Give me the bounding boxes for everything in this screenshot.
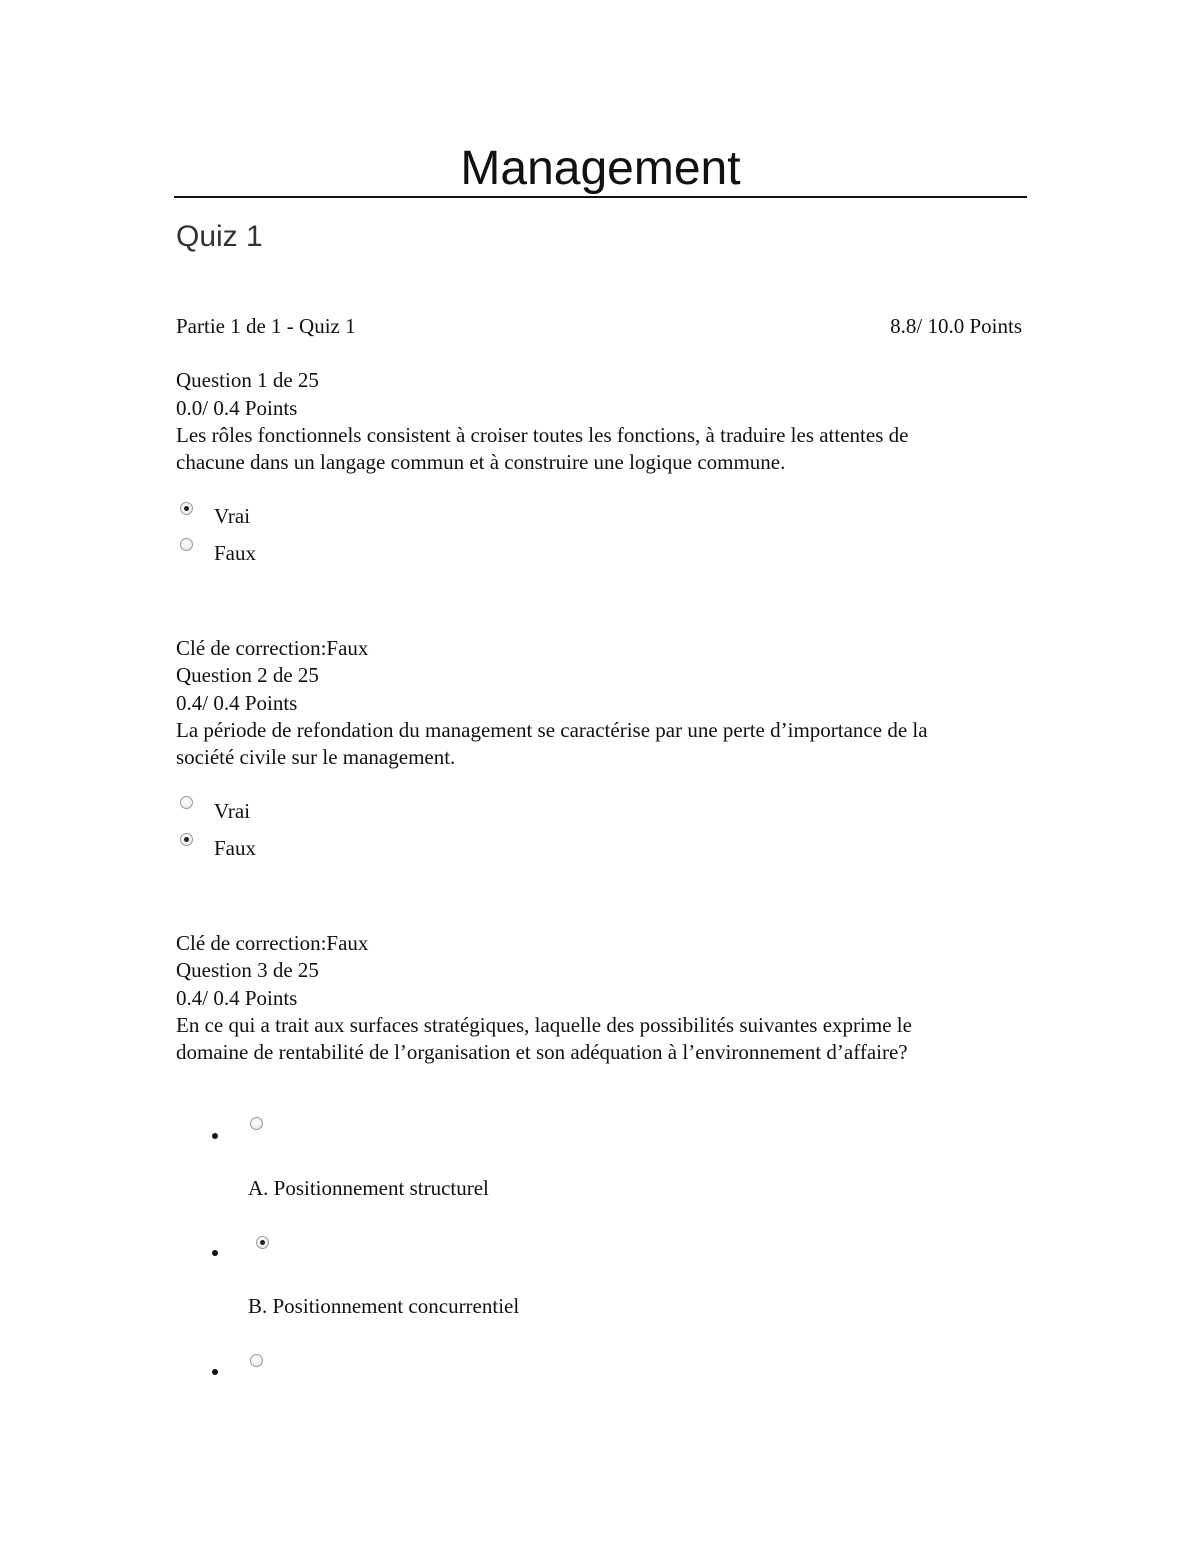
option-label-vrai: Vrai	[214, 799, 251, 823]
answer-key: Clé de correction:Faux	[176, 636, 369, 660]
question-points: 0.0/ 0.4 Points	[176, 396, 298, 420]
option-label-faux: Faux	[214, 836, 256, 860]
document-title: Management	[460, 142, 741, 195]
radio-vrai[interactable]	[180, 502, 193, 515]
question-number: Question 3 de 25	[176, 958, 319, 982]
question-points: 0.4/ 0.4 Points	[176, 691, 298, 715]
title-divider	[174, 196, 1027, 198]
radio-faux[interactable]	[180, 538, 193, 551]
question-text-line-1: Les rôles fonctionnels consistent à croiser toutes les fonctions, à traduire les attentes de	[176, 423, 909, 447]
option-label-vrai: Vrai	[214, 504, 251, 528]
bullet-icon	[212, 1250, 218, 1256]
question-number: Question 1 de 25	[176, 368, 319, 392]
question-text-line-2: société civile sur le management.	[176, 745, 456, 769]
bullet-icon	[212, 1369, 218, 1375]
question-number: Question 2 de 25	[176, 663, 319, 687]
radio-option-c[interactable]	[250, 1354, 263, 1367]
question-text-line-2: chacune dans un langage commun et à construire une logique commune.	[176, 450, 786, 474]
answer-key: Clé de correction:Faux	[176, 931, 369, 955]
question-text-line-1: En ce qui a trait aux surfaces stratégiques, laquelle des possibilités suivantes exprime le	[176, 1013, 912, 1037]
question-text-line-2: domaine de rentabilité de l’organisation et son adéquation à l’environnement d’affaire?	[176, 1040, 908, 1064]
bullet-icon	[212, 1133, 218, 1139]
option-label-faux: Faux	[214, 541, 256, 565]
part-label: Partie 1 de 1 - Quiz 1	[176, 314, 356, 338]
radio-vrai[interactable]	[180, 796, 193, 809]
radio-option-a[interactable]	[250, 1117, 263, 1130]
quiz-title: Quiz 1	[176, 220, 263, 253]
option-label-a: A. Positionnement structurel	[248, 1176, 489, 1200]
question-points: 0.4/ 0.4 Points	[176, 986, 298, 1010]
option-label-b: B. Positionnement concurrentiel	[248, 1294, 520, 1318]
radio-option-b[interactable]	[256, 1236, 269, 1249]
question-text-line-1: La période de refondation du management se caractérise par une perte d’importance de la	[176, 718, 928, 742]
total-score: 8.8/ 10.0 Points	[890, 314, 1022, 338]
radio-faux[interactable]	[180, 833, 193, 846]
